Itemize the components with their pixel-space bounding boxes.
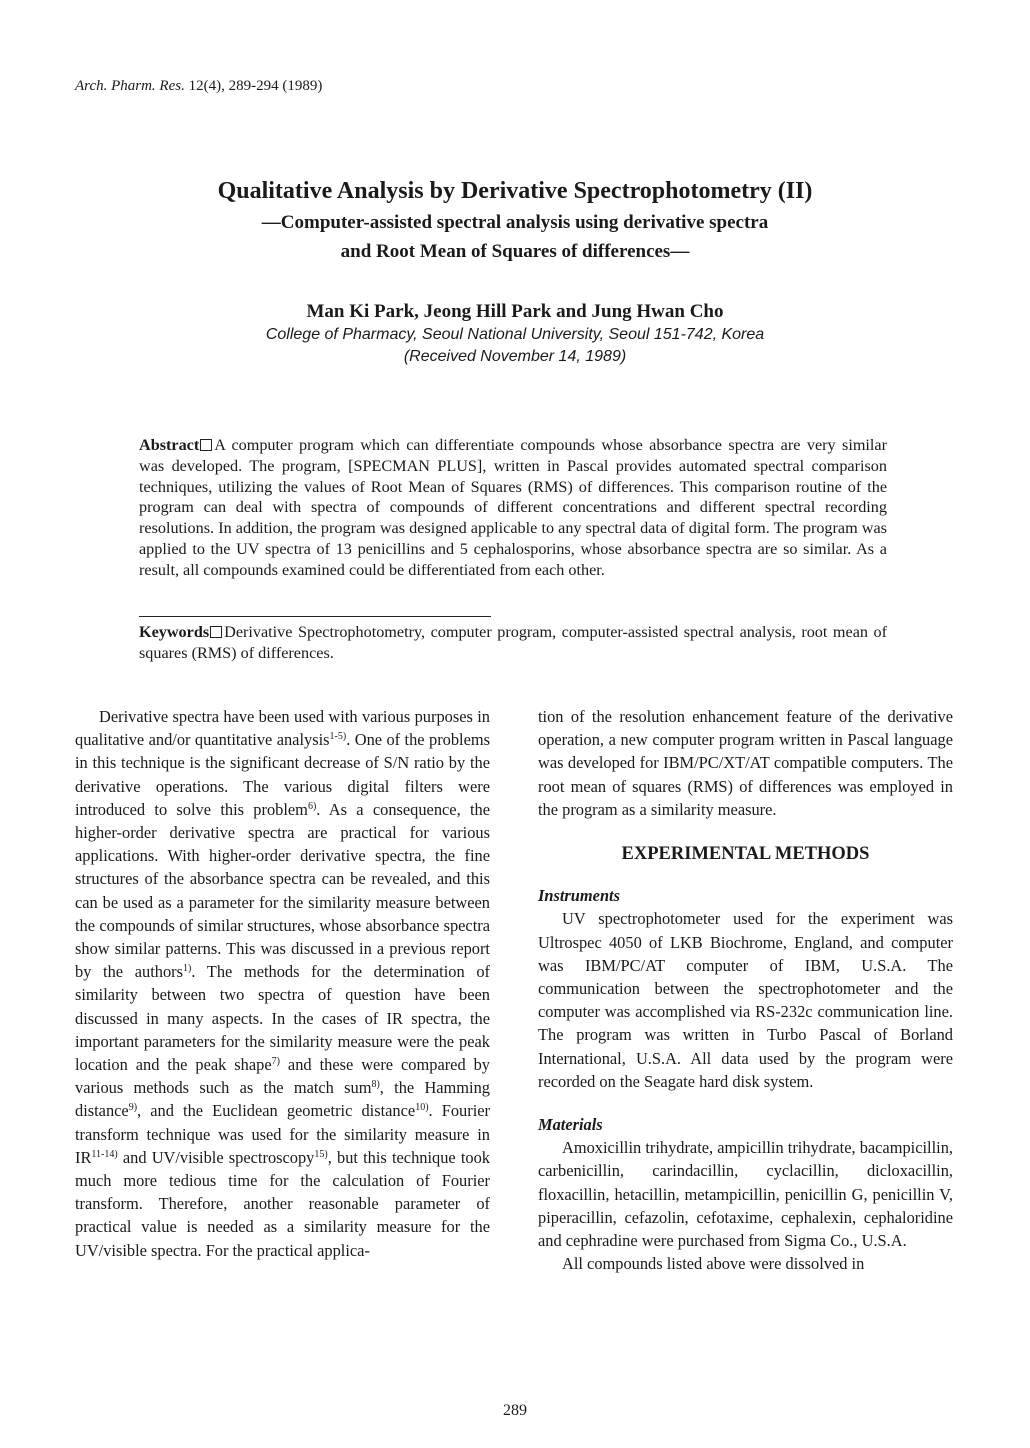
materials-paragraph-2: All compounds listed above were dissolved in <box>562 1254 865 1274</box>
abstract-label: Abstract <box>139 436 200 454</box>
author-names: Man Ki Park, Jeong Hill Park and Jung Hwan Cho <box>306 301 724 322</box>
intro-paragraph: Derivative spectra have been used with various purposes in qualitative and/or quantitative analysis$^{1-5)}$. One of the problems in this technique is the significant decrease of S/N ratio by the derivative operations. The various digital filters were introduced to solve this problem$^{6)}$. As a consequence, the higher-order derivative spectra are practical for various applications. With higher-order derivative spectra, the fine structures of the absorbance spectra can be revealed, and this can be used as a parameter for the similarity measure between the compounds of similar structures, whose absorbance spectra show similar patterns. This was discussed in a previous report by the authors$^{1)}$. The methods for the determination of similarity between two spectra of question have been discussed in many aspects. In the cases of IR spectra, the important parameters for the similarity measure were the peak location and the peak shape$^{7)}$ and these were compared by various methods such as the match sum$^{8)}$, the Hamming distance$^{9)}$, and the Euclidean geometric distance$^{10)}$. Fourier transform technique was used for the similarity measure in IR$^{11-14)}$ and UV/visible spectroscopy$^{15)}$, but this technique took much more tedious time for the calculation of Fourier transform. Therefore, another reasonable parameter of practical value is needed as a similarity measure for the UV/visible spectra. For the practical applica- <box>75 707 491 1260</box>
subheading-instruments: Instruments <box>538 886 620 906</box>
intro-continuation: tion of the resolution enhancement feature of the derivative operation, a new computer program written in Pascal language was developed for IBM/PC/XT/AT compatible computers. The root mean of squares (RMS) of differences was employed in the program as a similarity measure. <box>538 707 953 819</box>
title-block <box>0 176 1030 266</box>
journal-citation <box>75 78 322 95</box>
instruments-paragraph: UV spectrophotometer used for the experiment was Ultrospec 4050 of LKB Biochrome, England, and computer was IBM/PC/AT computer of IBM, U.S.A. The communication between the spectrophotometer and the computer was accomplished via RS-232c communication line. The program was written in Turbo Pascal of Borland International, U.S.A. All data used by the program were recorded on the Seagate hard disk system. <box>538 909 953 1091</box>
left-column <box>75 705 490 1262</box>
abstract <box>139 435 887 581</box>
paper-subtitle-line-1: —Computer-assisted spectral analysis using derivative spectra <box>261 212 769 233</box>
citation-ref: 1-5) <box>329 731 347 743</box>
citation-ref: 8) <box>371 1079 380 1091</box>
materials-paragraph: Amoxicillin trihydrate, ampicillin trihydrate, bacampicillin, carbenicillin, carindacillin, cyclacillin, dicloxacillin, floxacillin, hetacillin, metampicillin, penicillin G, penicillin V, piperacillin, cefazolin, cefotaxime, cephalexin, cephaloridine and cephradine were purchased from Sigma Co., U.S.A. <box>538 1138 953 1251</box>
keywords-label: Keywords <box>139 623 210 641</box>
citation-ref: 7) <box>271 1056 280 1068</box>
subheading-materials: Materials <box>538 1115 603 1135</box>
received-date: (Received November 14, 1989) <box>403 348 627 365</box>
right-column <box>538 705 953 1275</box>
citation-ref: 6) <box>307 800 317 812</box>
abstract-divider <box>139 616 491 617</box>
citation-ref: 10) <box>415 1102 429 1114</box>
box-glyph <box>210 626 222 638</box>
page-number: 289 <box>503 1402 527 1419</box>
paper-subtitle-line-2: and Root Mean of Squares of differences— <box>340 241 690 262</box>
journal-volume-pages: 12(4), 289-294 (1989) <box>188 78 323 94</box>
keywords-text: Derivative Spectrophotometry, computer program, computer-assisted spectral analysis, root mean of squares (RMS) of differences. <box>139 623 887 662</box>
section-heading-experimental: EXPERIMENTAL METHODS <box>621 844 870 865</box>
abstract-text: A computer program which can differentiate compounds whose absorbance spectra are very similar was developed. The program, [SPECMAN PLUS], written in Pascal provides automated spectral comparison techniques, utilizing the values of Root Mean of Squares (RMS) of differences. This comparison routine of the program can deal with spectra of compounds of different concentrations and different spectral recording resolutions. In addition, the program was designed applicable to any spectral data of digital form. The program was applied to the UV spectra of 13 penicillins and 5 cephalosporins, whose absorbance spectra are so similar. As a result, all compounds examined could be differentiated from each other. <box>139 436 887 579</box>
journal-name: Arch. Pharm. Res. <box>75 78 185 94</box>
author-block <box>0 300 1030 368</box>
paper-title: Qualitative Analysis by Derivative Spectrophotometry (II) <box>217 178 813 204</box>
keywords <box>139 622 887 664</box>
author-affiliation: College of Pharmacy, Seoul National University, Seoul 151-742, Korea <box>265 326 765 343</box>
citation-ref: 9) <box>128 1102 138 1114</box>
citation-ref: 11-14) <box>91 1148 118 1160</box>
citation-ref: 15) <box>314 1148 328 1160</box>
citation-ref: 1) <box>183 963 192 975</box>
box-glyph <box>200 439 212 451</box>
